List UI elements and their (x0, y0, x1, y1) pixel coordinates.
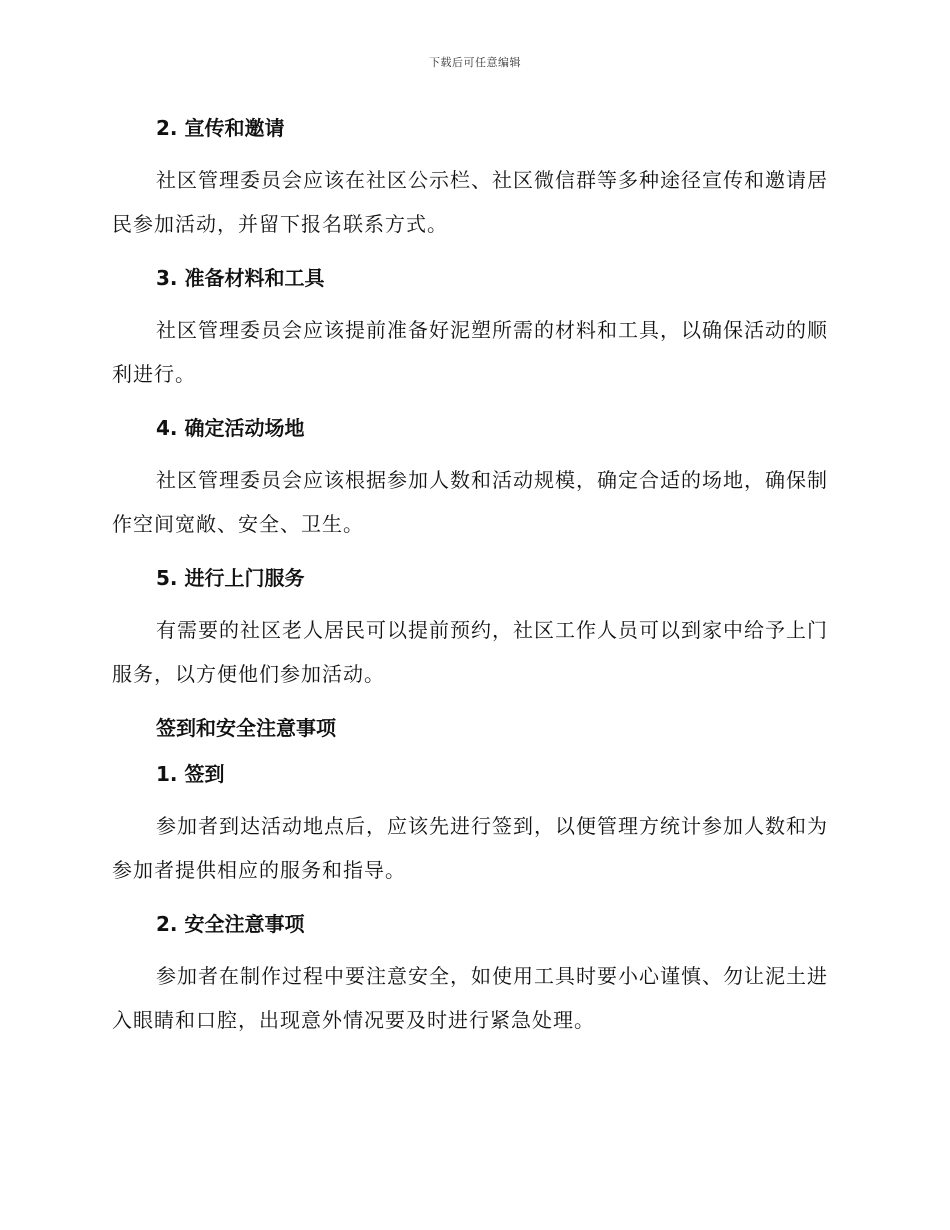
section-paragraph-publicity: 社区管理委员会应该在社区公示栏、社区微信群等多种途径宣传和邀请居民参加活动，并留下报名联系方式。 (112, 168, 828, 236)
section-paragraph-venue: 社区管理委员会应该根据参加人数和活动规模，确定合适的场地，确保制作空间宽敞、安全、卫生。 (112, 468, 828, 536)
section-paragraph-safety: 参加者在制作过程中要注意安全，如使用工具时要小心谨慎、勿让泥土进入眼睛和口腔，出现意外情况要及时进行紧急处理。 (112, 964, 828, 1032)
section-paragraph-home-service: 有需要的社区老人居民可以提前预约，社区工作人员可以到家中给予上门服务，以方便他们参加活动。 (112, 618, 828, 686)
section-heading-materials: 3. 准备材料和工具 (156, 266, 325, 290)
section-heading-publicity: 2. 宣传和邀请 (156, 116, 285, 140)
section-heading-home-service: 5. 进行上门服务 (156, 566, 305, 590)
section-heading-checkin: 1. 签到 (156, 762, 225, 786)
section-paragraph-materials: 社区管理委员会应该提前准备好泥塑所需的材料和工具，以确保活动的顺利进行。 (112, 318, 828, 386)
document-body (112, 112, 836, 1042)
section-heading-checkin-safety: 签到和安全注意事项 (156, 716, 336, 740)
header-note: 下载后可任意编辑 (429, 56, 521, 69)
section-paragraph-checkin: 参加者到达活动地点后，应该先进行签到，以便管理方统计参加人数和为参加者提供相应的服务和指导。 (112, 814, 828, 882)
section-heading-venue: 4. 确定活动场地 (156, 416, 305, 440)
section-heading-safety: 2. 安全注意事项 (156, 912, 305, 936)
